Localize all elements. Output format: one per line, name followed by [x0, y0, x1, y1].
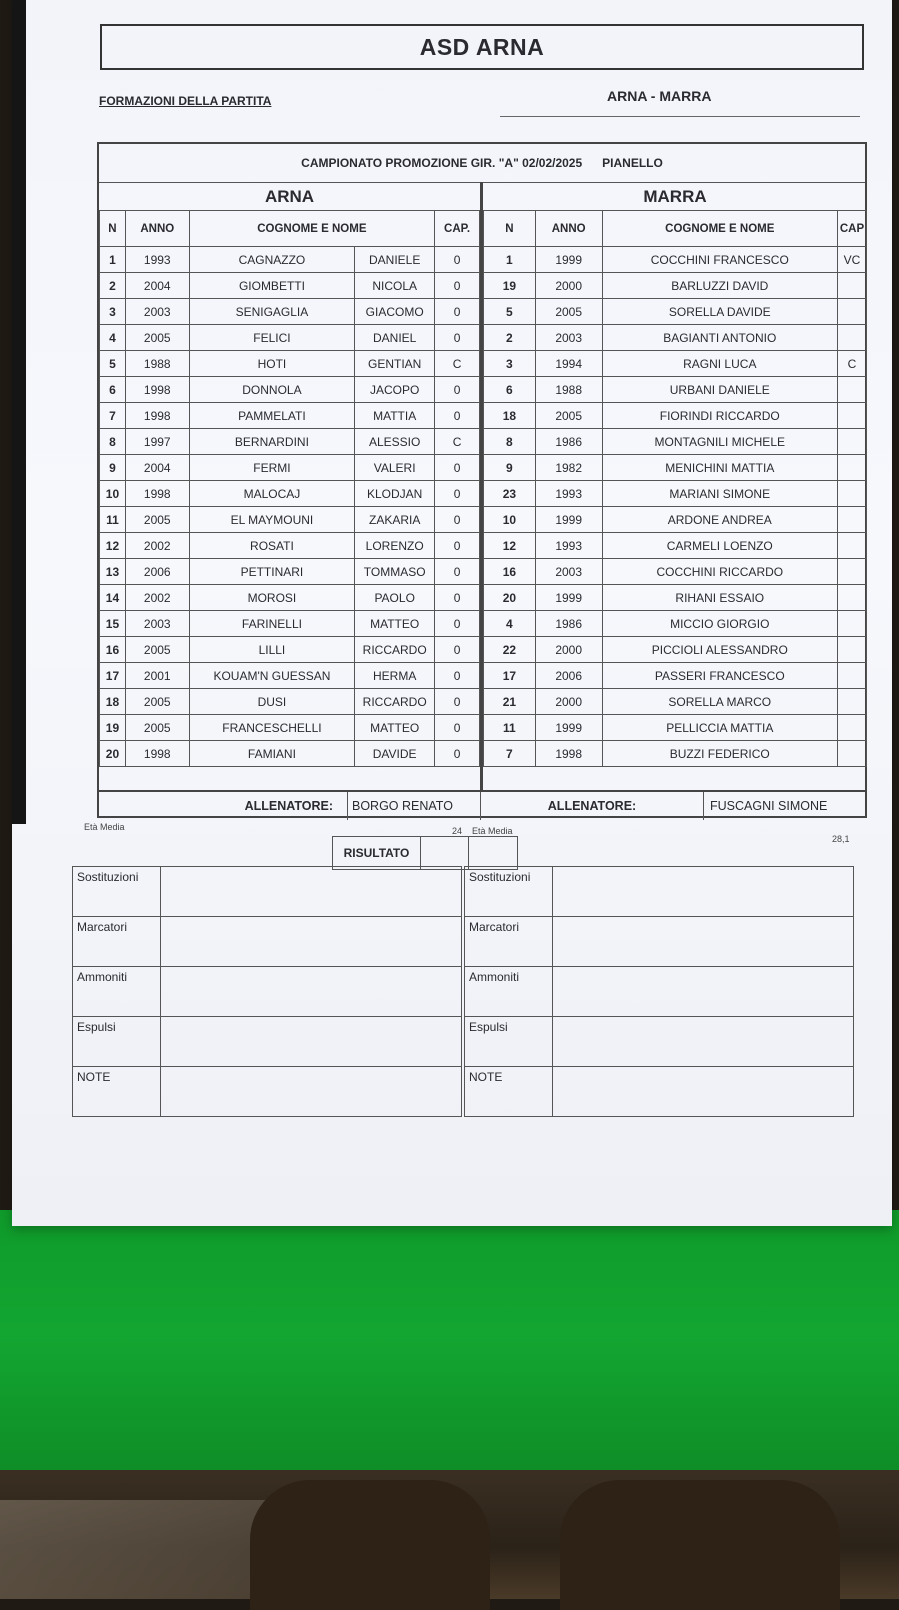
home-lineup-table — [99, 210, 480, 767]
player-number: 15 — [100, 611, 126, 637]
table-row — [100, 273, 480, 299]
player-year: 2006 — [125, 559, 189, 585]
player-firstname: VALERI — [355, 455, 435, 481]
player-cap — [837, 273, 866, 299]
player-cap: 0 — [435, 481, 480, 507]
player-year: 2005 — [125, 507, 189, 533]
player-number: 4 — [100, 325, 126, 351]
event-row — [465, 917, 854, 967]
home-average-age: 24 — [452, 826, 463, 836]
player-cap: 0 — [435, 715, 480, 741]
away-team-name: MARRA — [643, 187, 707, 206]
player-firstname: DANIEL — [355, 325, 435, 351]
result-label: RISULTATO — [333, 837, 421, 869]
player-number: 6 — [484, 377, 536, 403]
player-year: 2003 — [125, 299, 189, 325]
player-number: 16 — [100, 637, 126, 663]
away-lineup-table — [483, 210, 867, 767]
player-firstname: MATTIA — [355, 403, 435, 429]
player-surname: GIOMBETTI — [189, 273, 355, 299]
col-anno: ANNO — [535, 211, 602, 247]
player-year: 2006 — [535, 663, 602, 689]
player-number: 16 — [484, 559, 536, 585]
player-surname: KOUAM'N GUESSAN — [189, 663, 355, 689]
player-number: 2 — [100, 273, 126, 299]
player-number: 5 — [484, 299, 536, 325]
table-row — [100, 663, 480, 689]
player-name: SORELLA MARCO — [602, 689, 837, 715]
player-cap — [837, 507, 866, 533]
player-cap: 0 — [435, 689, 480, 715]
player-number: 4 — [484, 611, 536, 637]
table-row — [100, 481, 480, 507]
event-value — [161, 917, 462, 967]
player-cap — [837, 741, 866, 767]
event-value — [553, 1017, 854, 1067]
table-row — [100, 351, 480, 377]
player-year: 1988 — [535, 377, 602, 403]
player-firstname: LORENZO — [355, 533, 435, 559]
coach-row — [99, 790, 865, 820]
table-row — [484, 455, 867, 481]
table-row — [100, 377, 480, 403]
player-cap: 0 — [435, 403, 480, 429]
player-surname: SENIGAGLIA — [189, 299, 355, 325]
table-row — [100, 533, 480, 559]
player-cap — [837, 377, 866, 403]
result-box — [332, 836, 518, 870]
player-number: 22 — [484, 637, 536, 663]
player-cap: 0 — [435, 559, 480, 585]
player-firstname: HERMA — [355, 663, 435, 689]
player-number: 6 — [100, 377, 126, 403]
event-label: Ammoniti — [465, 967, 553, 1017]
championship-title: CAMPIONATO PROMOZIONE GIR. "A" 02/02/2025 — [301, 156, 583, 170]
player-cap: 0 — [435, 741, 480, 767]
player-surname: ROSATI — [189, 533, 355, 559]
home-score-cell — [421, 837, 469, 869]
event-label: Marcatori — [465, 917, 553, 967]
player-surname: DONNOLA — [189, 377, 355, 403]
player-cap — [837, 663, 866, 689]
event-label: Marcatori — [73, 917, 161, 967]
player-surname: LILLI — [189, 637, 355, 663]
table-row — [484, 377, 867, 403]
player-cap — [837, 559, 866, 585]
player-name: COCCHINI FRANCESCO — [602, 247, 837, 273]
home-header-row — [100, 211, 480, 247]
player-year: 2005 — [535, 299, 602, 325]
player-cap — [837, 455, 866, 481]
player-cap: 0 — [435, 585, 480, 611]
match-title: ARNA - MARRA — [607, 88, 712, 104]
event-value — [553, 1067, 854, 1117]
event-label: Espulsi — [73, 1017, 161, 1067]
player-firstname: MATTEO — [355, 715, 435, 741]
player-number: 9 — [484, 455, 536, 481]
player-name: BAGIANTI ANTONIO — [602, 325, 837, 351]
player-cap: 0 — [435, 299, 480, 325]
away-header-row — [484, 211, 867, 247]
player-cap — [837, 585, 866, 611]
player-year: 1999 — [535, 507, 602, 533]
player-surname: FELICI — [189, 325, 355, 351]
sheet-edge-shadow — [12, 0, 26, 824]
player-year: 1998 — [125, 403, 189, 429]
player-firstname: DANIELE — [355, 247, 435, 273]
player-surname: FERMI — [189, 455, 355, 481]
player-number: 21 — [484, 689, 536, 715]
player-year: 1998 — [125, 481, 189, 507]
player-cap — [837, 637, 866, 663]
player-cap: 0 — [435, 637, 480, 663]
table-row — [484, 689, 867, 715]
player-year: 1993 — [535, 533, 602, 559]
venue: PIANELLO — [602, 156, 663, 170]
player-number: 10 — [484, 507, 536, 533]
event-row — [465, 867, 854, 917]
table-row — [484, 325, 867, 351]
table-row — [484, 611, 867, 637]
player-number: 14 — [100, 585, 126, 611]
event-row — [73, 1067, 462, 1117]
player-name: ARDONE ANDREA — [602, 507, 837, 533]
table-row — [484, 299, 867, 325]
table-row — [100, 741, 480, 767]
player-name: MONTAGNILI MICHELE — [602, 429, 837, 455]
table-row — [100, 637, 480, 663]
player-year: 1986 — [535, 611, 602, 637]
player-cap: VC — [837, 247, 866, 273]
player-name: MICCIO GIORGIO — [602, 611, 837, 637]
player-year: 2000 — [535, 689, 602, 715]
home-coach-label: ALLENATORE: — [244, 799, 333, 813]
home-average-age-label: Età Media — [84, 822, 125, 832]
player-year: 1994 — [535, 351, 602, 377]
player-firstname: JACOPO — [355, 377, 435, 403]
player-year: 1999 — [535, 585, 602, 611]
player-year: 2004 — [125, 273, 189, 299]
player-number: 2 — [484, 325, 536, 351]
player-name: RAGNI LUCA — [602, 351, 837, 377]
player-number: 5 — [100, 351, 126, 377]
event-label: Ammoniti — [73, 967, 161, 1017]
player-surname: PAMMELATI — [189, 403, 355, 429]
player-surname: PETTINARI — [189, 559, 355, 585]
away-events-table — [464, 866, 854, 1117]
player-firstname: GENTIAN — [355, 351, 435, 377]
player-cap — [837, 611, 866, 637]
player-name: RIHANI ESSAIO — [602, 585, 837, 611]
player-surname: HOTI — [189, 351, 355, 377]
event-value — [553, 967, 854, 1017]
player-cap: 0 — [435, 663, 480, 689]
player-year: 2002 — [125, 533, 189, 559]
table-row — [484, 507, 867, 533]
table-row — [484, 247, 867, 273]
club-title: ASD ARNA — [419, 33, 545, 60]
player-cap: 0 — [435, 507, 480, 533]
player-year: 2002 — [125, 585, 189, 611]
player-year: 2000 — [535, 273, 602, 299]
player-number: 19 — [100, 715, 126, 741]
player-cap: C — [435, 351, 480, 377]
col-n: N — [484, 211, 536, 247]
player-surname: MALOCAJ — [189, 481, 355, 507]
table-row — [484, 481, 867, 507]
table-row — [100, 299, 480, 325]
event-value — [553, 867, 854, 917]
player-number: 7 — [484, 741, 536, 767]
away-average-age: 28,1 — [832, 834, 850, 844]
player-surname: FRANCESCHELLI — [189, 715, 355, 741]
event-value — [553, 917, 854, 967]
player-year: 1997 — [125, 429, 189, 455]
player-year: 2005 — [125, 637, 189, 663]
event-row — [465, 967, 854, 1017]
player-cap: 0 — [435, 455, 480, 481]
event-value — [161, 967, 462, 1017]
table-row — [484, 715, 867, 741]
event-label: NOTE — [73, 1067, 161, 1117]
table-row — [484, 559, 867, 585]
player-year: 1998 — [125, 377, 189, 403]
lineup-sheet — [12, 0, 892, 1226]
event-value — [161, 867, 462, 917]
player-number: 11 — [484, 715, 536, 741]
col-anno: ANNO — [125, 211, 189, 247]
player-firstname: NICOLA — [355, 273, 435, 299]
player-number: 23 — [484, 481, 536, 507]
player-cap: C — [435, 429, 480, 455]
left-shoe — [250, 1480, 490, 1610]
col-cap: CAP. — [435, 211, 480, 247]
player-year: 1982 — [535, 455, 602, 481]
player-year: 1998 — [125, 741, 189, 767]
player-year: 1999 — [535, 247, 602, 273]
player-firstname: DAVIDE — [355, 741, 435, 767]
player-cap: 0 — [435, 273, 480, 299]
player-year: 2005 — [125, 689, 189, 715]
player-number: 9 — [100, 455, 126, 481]
player-name: MARIANI SIMONE — [602, 481, 837, 507]
player-year: 1988 — [125, 351, 189, 377]
player-year: 2003 — [535, 325, 602, 351]
player-firstname: TOMMASO — [355, 559, 435, 585]
event-row — [73, 1017, 462, 1067]
player-number: 11 — [100, 507, 126, 533]
player-number: 10 — [100, 481, 126, 507]
player-name: FIORINDI RICCARDO — [602, 403, 837, 429]
player-firstname: MATTEO — [355, 611, 435, 637]
player-year: 1993 — [125, 247, 189, 273]
player-cap: 0 — [435, 325, 480, 351]
player-name: COCCHINI RICCARDO — [602, 559, 837, 585]
green-cloth-background — [0, 1210, 899, 1490]
table-row — [100, 585, 480, 611]
player-name: PASSERI FRANCESCO — [602, 663, 837, 689]
table-row — [100, 455, 480, 481]
player-year: 2003 — [535, 559, 602, 585]
player-cap: 0 — [435, 533, 480, 559]
player-year: 2005 — [125, 325, 189, 351]
player-number: 7 — [100, 403, 126, 429]
event-row — [73, 917, 462, 967]
player-surname: BERNARDINI — [189, 429, 355, 455]
player-number: 18 — [484, 403, 536, 429]
player-name: MENICHINI MATTIA — [602, 455, 837, 481]
player-number: 13 — [100, 559, 126, 585]
col-nome: COGNOME E NOME — [602, 211, 837, 247]
col-n: N — [100, 211, 126, 247]
player-surname: FAMIANI — [189, 741, 355, 767]
championship-row — [99, 144, 865, 183]
player-cap — [837, 429, 866, 455]
player-year: 1999 — [535, 715, 602, 741]
player-surname: FARINELLI — [189, 611, 355, 637]
event-value — [161, 1017, 462, 1067]
table-row — [100, 715, 480, 741]
player-cap: C — [837, 351, 866, 377]
player-cap: 0 — [435, 611, 480, 637]
table-row — [100, 247, 480, 273]
table-row — [484, 663, 867, 689]
event-value — [161, 1067, 462, 1117]
table-row — [484, 351, 867, 377]
player-name: CARMELI LOENZO — [602, 533, 837, 559]
home-coach: BORGO RENATO — [347, 792, 481, 820]
away-average-age-label: Età Media — [472, 826, 513, 836]
lineup-grid — [97, 142, 867, 818]
player-year: 2001 — [125, 663, 189, 689]
player-name: PICCIOLI ALESSANDRO — [602, 637, 837, 663]
player-number: 17 — [484, 663, 536, 689]
player-cap — [837, 689, 866, 715]
event-label: Sostituzioni — [465, 867, 553, 917]
player-cap: 0 — [435, 377, 480, 403]
player-number: 18 — [100, 689, 126, 715]
table-row — [100, 403, 480, 429]
team-divider — [480, 182, 483, 790]
player-year: 2000 — [535, 637, 602, 663]
player-year: 2004 — [125, 455, 189, 481]
player-cap — [837, 325, 866, 351]
away-score-cell — [469, 837, 517, 869]
player-surname: CAGNAZZO — [189, 247, 355, 273]
player-year: 2005 — [125, 715, 189, 741]
player-year: 2005 — [535, 403, 602, 429]
player-year: 2003 — [125, 611, 189, 637]
home-events-table — [72, 866, 462, 1117]
player-surname: DUSI — [189, 689, 355, 715]
away-coach: FUSCAGNI SIMONE — [703, 792, 865, 820]
table-row — [100, 689, 480, 715]
player-name: SORELLA DAVIDE — [602, 299, 837, 325]
player-firstname: KLODJAN — [355, 481, 435, 507]
player-number: 20 — [484, 585, 536, 611]
player-number: 19 — [484, 273, 536, 299]
player-number: 12 — [484, 533, 536, 559]
player-year: 1998 — [535, 741, 602, 767]
player-number: 1 — [484, 247, 536, 273]
col-cap: CAP — [837, 211, 866, 247]
event-row — [465, 1017, 854, 1067]
player-cap — [837, 715, 866, 741]
player-number: 1 — [100, 247, 126, 273]
player-number: 20 — [100, 741, 126, 767]
player-year: 1986 — [535, 429, 602, 455]
event-row — [73, 867, 462, 917]
right-shoe — [560, 1480, 840, 1610]
event-label: NOTE — [465, 1067, 553, 1117]
player-number: 8 — [100, 429, 126, 455]
col-nome: COGNOME E NOME — [189, 211, 434, 247]
player-firstname: PAOLO — [355, 585, 435, 611]
table-row — [100, 559, 480, 585]
match-underline — [500, 116, 860, 117]
player-number: 8 — [484, 429, 536, 455]
player-firstname: ZAKARIA — [355, 507, 435, 533]
event-label: Sostituzioni — [73, 867, 161, 917]
table-row — [484, 429, 867, 455]
player-name: BUZZI FEDERICO — [602, 741, 837, 767]
table-row — [484, 273, 867, 299]
event-row — [465, 1067, 854, 1117]
club-title-box — [100, 24, 864, 70]
player-firstname: RICCARDO — [355, 689, 435, 715]
player-year: 1993 — [535, 481, 602, 507]
table-row — [484, 637, 867, 663]
player-number: 12 — [100, 533, 126, 559]
player-surname: MOROSI — [189, 585, 355, 611]
player-firstname: GIACOMO — [355, 299, 435, 325]
event-row — [73, 967, 462, 1017]
player-cap: 0 — [435, 247, 480, 273]
table-row — [484, 741, 867, 767]
player-name: URBANI DANIELE — [602, 377, 837, 403]
player-name: PELLICCIA MATTIA — [602, 715, 837, 741]
event-label: Espulsi — [465, 1017, 553, 1067]
player-cap — [837, 299, 866, 325]
player-cap — [837, 481, 866, 507]
away-coach-label: ALLENATORE: — [547, 799, 637, 813]
home-team-name: ARNA — [264, 187, 315, 206]
table-row — [484, 403, 867, 429]
player-surname: EL MAYMOUNI — [189, 507, 355, 533]
player-firstname: RICCARDO — [355, 637, 435, 663]
player-cap — [837, 533, 866, 559]
player-name: BARLUZZI DAVID — [602, 273, 837, 299]
player-number: 3 — [484, 351, 536, 377]
table-row — [100, 429, 480, 455]
table-row — [100, 325, 480, 351]
floor-tile — [0, 1500, 280, 1599]
table-row — [484, 585, 867, 611]
player-number: 17 — [100, 663, 126, 689]
table-row — [100, 507, 480, 533]
table-row — [484, 533, 867, 559]
player-firstname: ALESSIO — [355, 429, 435, 455]
player-cap — [837, 403, 866, 429]
formations-label: FORMAZIONI DELLA PARTITA — [99, 94, 272, 108]
table-row — [100, 611, 480, 637]
player-number: 3 — [100, 299, 126, 325]
